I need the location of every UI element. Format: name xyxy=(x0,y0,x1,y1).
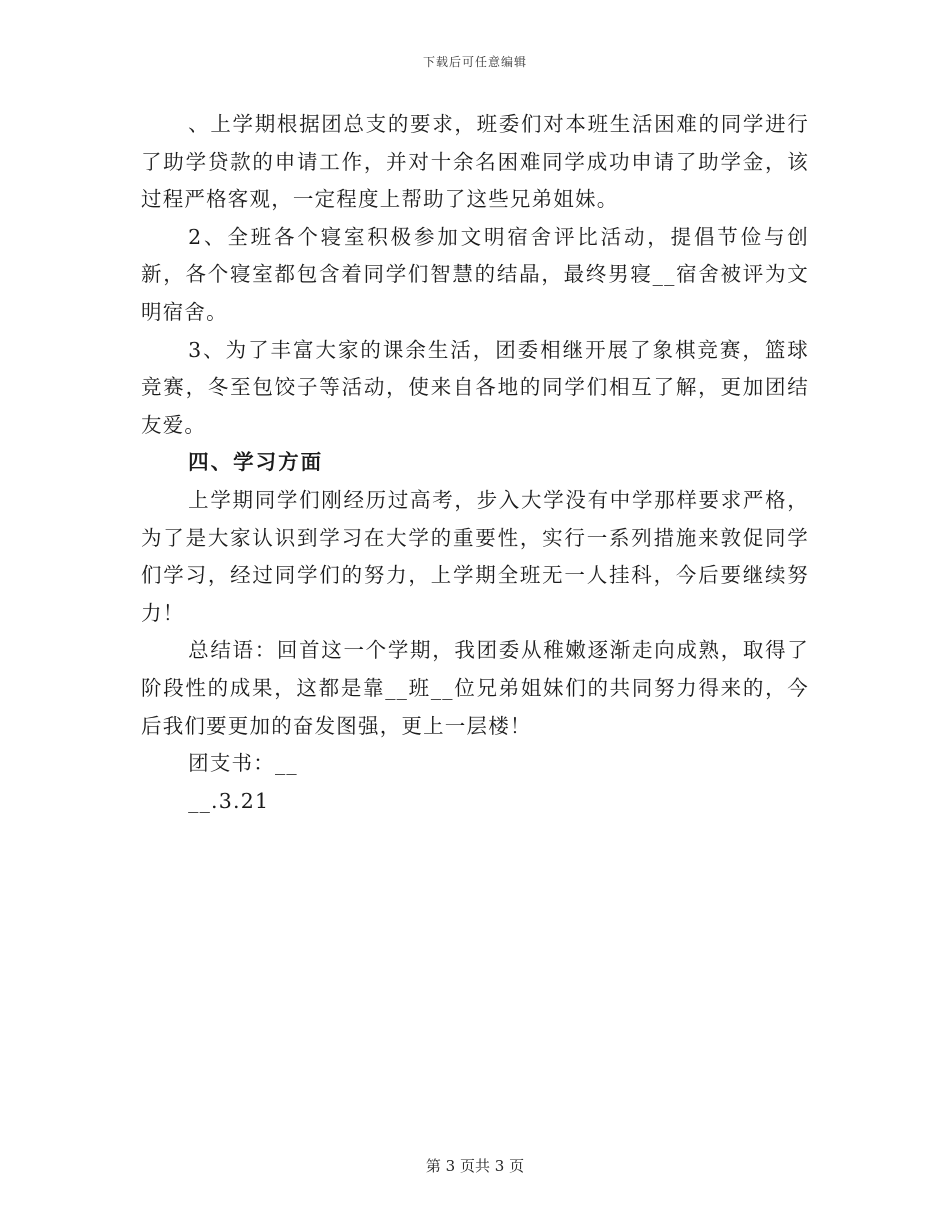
page-header: 下载后可任意编辑 xyxy=(422,55,527,69)
document-body xyxy=(141,106,809,820)
paragraph-study: 上学期同学们刚经历过高考，步入大学没有中学那样要求严格，为了是大家认识到学习在大学的重要性，实行一系列措施来敦促同学们学习，经过同学们的努力，上学期全班无一人挂科，今后要继续努力！ xyxy=(141,487,809,625)
paragraph-activities: 3、为了丰富大家的课余生活，团委相继开展了象棋竞赛，篮球竞赛，冬至包饺子等活动，使来自各地的同学们相互了解，更加团结友爱。 xyxy=(141,337,809,437)
paragraph-dormitory: 2、全班各个寝室积极参加文明宿舍评比活动，提倡节俭与创新，各个寝室都包含着同学们智慧的结晶，最终男寝__宿舍被评为文明宿舍。 xyxy=(141,224,809,324)
signature-line: 团支书：__ xyxy=(188,751,298,776)
paragraph-financial-aid: 、上学期根据团总支的要求，班委们对本班生活困难的同学进行了助学贷款的申请工作，并对十余名困难同学成功申请了助学金，该过程严格客观，一定程度上帮助了这些兄弟姐妹。 xyxy=(141,112,809,212)
page-number-footer: 第 3 页共 3 页 xyxy=(425,1157,525,1175)
paragraph-conclusion: 总结语：回首这一个学期，我团委从稚嫩逐渐走向成熟，取得了阶段性的成果，这都是靠__班__位兄弟姐妹们的共同努力得来的，今后我们要更加的奋发图强，更上一层楼！ xyxy=(141,638,809,738)
date-line: __.3.21 xyxy=(188,788,270,813)
section-heading-study: 四、学习方面 xyxy=(188,450,324,475)
